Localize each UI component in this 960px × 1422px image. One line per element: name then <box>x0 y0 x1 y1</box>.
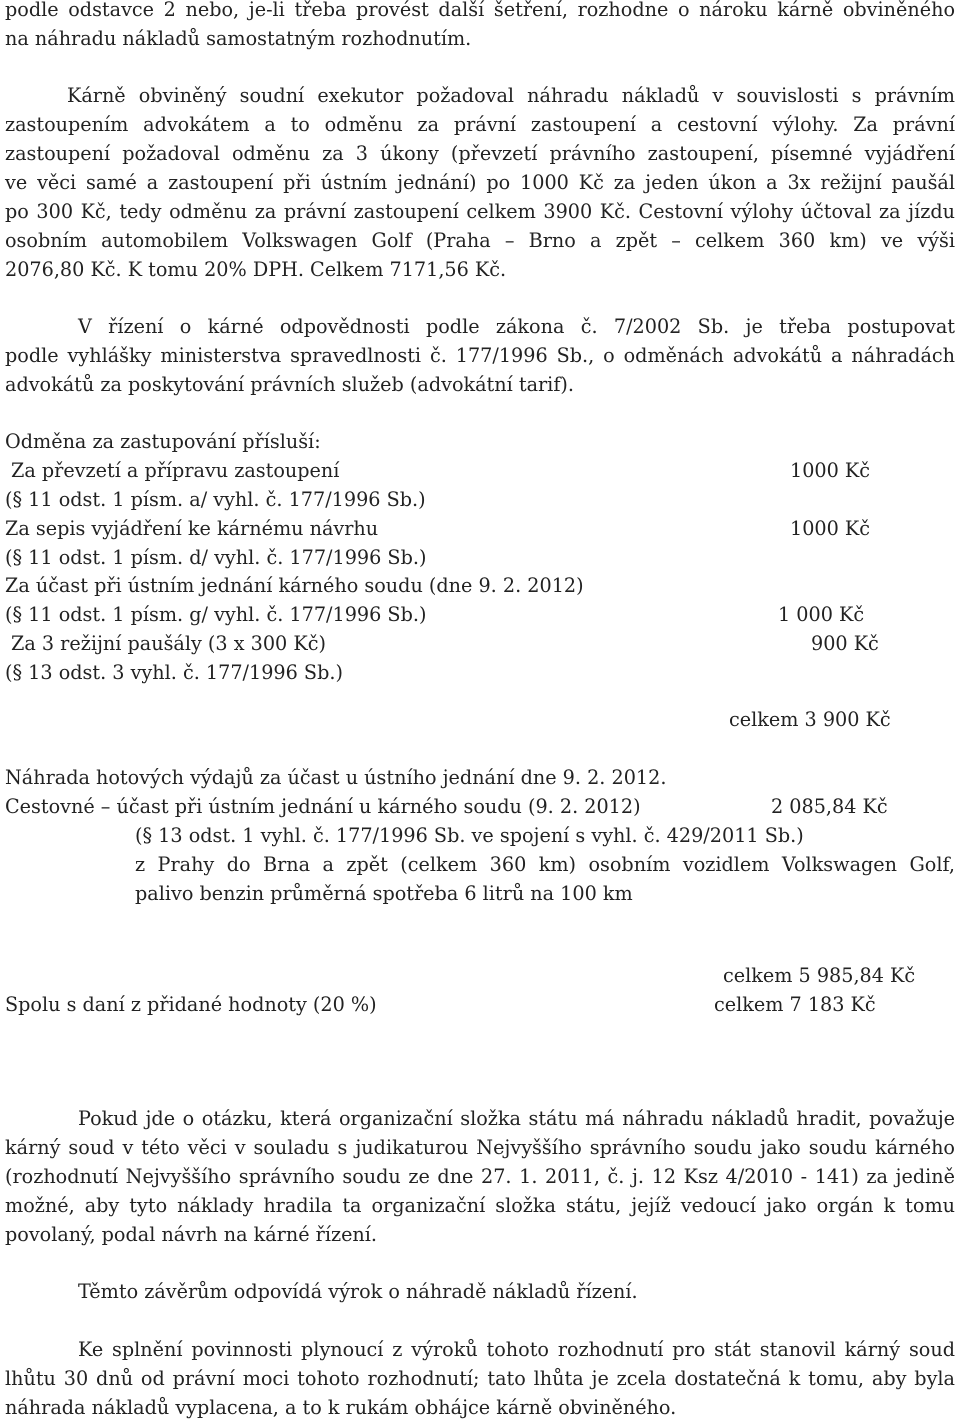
para2-line: osobním automobilem Volkswagen Golf (Praha – Brno a zpět – celkem 360 km) ve výši <box>5 229 955 252</box>
vat-total: celkem 7 183 Kč <box>714 993 876 1016</box>
para2-line: po 300 Kč, tedy odměnu za právní zastoupení celkem 3900 Kč. Cestovní výlohy účtoval za jízdu <box>5 200 955 223</box>
para4-line: možné, aby tyto náklady hradila ta organizační složka státu, jejíž vedoucí jako orgán k tomu <box>5 1194 955 1217</box>
para1-line: na náhradu nákladů samostatným rozhodnutím. <box>5 27 472 50</box>
fee-label: (§ 11 odst. 1 písm. d/ vyhl. č. 177/1996 Sb.) <box>5 546 427 569</box>
fee-label: Za sepis vyjádření ke kárnému návrhu <box>5 517 379 540</box>
fee-label: Za 3 režijní paušály (3 x 300 Kč) <box>11 632 326 655</box>
fee-label: Za převzetí a přípravu zastoupení <box>11 459 340 482</box>
fee-label: (§ 11 odst. 1 písm. g/ vyhl. č. 177/1996 Sb.) <box>5 603 427 626</box>
para3-line: V řízení o kárné odpovědnosti podle zákona č. 7/2002 Sb. je třeba postupovat <box>78 315 955 338</box>
para3-line: podle vyhlášky ministerstva spravedlnosti č. 177/1996 Sb., o odměnách advokátů a náhradách <box>5 344 955 367</box>
para1-line: podle odstavce 2 nebo, je-li třeba provést další šetření, rozhodne o nároku kárně obviněného <box>5 0 955 21</box>
fee-amount: 1 000 Kč <box>778 603 865 626</box>
travel-amount: 2 085,84 Kč <box>771 795 888 818</box>
travel-label: Cestovné – účast při ústním jednání u kárného soudu (9. 2. 2012) <box>5 795 641 818</box>
fees-total: celkem 3 900 Kč <box>729 708 891 731</box>
para4-line: povolaný, podal návrh na kárné řízení. <box>5 1223 378 1246</box>
para2-line: ve věci samé a zastoupení při ústním jednání) po 1000 Kč za jeden úkon a 3x režijní paušál <box>5 171 955 194</box>
para2-line: Kárně obviněný soudní exekutor požadoval náhradu nákladů v souvislosti s právním <box>67 84 955 107</box>
fees-heading: Odměna za zastupování přísluší: <box>5 430 321 453</box>
para6-line: Ke splnění povinnosti plynoucí z výroků tohoto rozhodnutí pro stát stanovil kárný soud <box>78 1338 955 1361</box>
para2-line: 2076,80 Kč. K tomu 20% DPH. Celkem 7171,56 Kč. <box>5 258 507 281</box>
fee-amount: 1000 Kč <box>790 459 871 482</box>
para6-line: náhrada nákladů vyplacena, a to k rukám obhájce kárně obviněného. <box>5 1396 677 1419</box>
fee-label: (§ 13 odst. 3 vyhl. č. 177/1996 Sb.) <box>5 661 343 684</box>
fee-amount: 1000 Kč <box>790 517 871 540</box>
expenses-line: z Prahy do Brna a zpět (celkem 360 km) osobním vozidlem Volkswagen Golf, <box>135 853 955 876</box>
para4-line: kárný soud v této věci v souladu s judikaturou Nejvyššího správního soudu jako soudu kárného <box>5 1136 955 1159</box>
fee-amount: 900 Kč <box>811 632 879 655</box>
para4-line: Pokud jde o otázku, která organizační složka státu má náhradu nákladů hradit, považuje <box>78 1107 955 1130</box>
para2-line: zastoupením advokátem a to odměnu za právní zastoupení a cestovní výlohy. Za právní <box>5 113 955 136</box>
para3-line: advokátů za poskytování právních služeb (advokátní tarif). <box>5 373 575 396</box>
fee-label: (§ 11 odst. 1 písm. a/ vyhl. č. 177/1996 Sb.) <box>5 488 426 511</box>
expenses-total: celkem 5 985,84 Kč <box>723 964 916 987</box>
para2-line: zastoupení požadoval odměnu za 3 úkony (převzetí právního zastoupení, písemné vyjádření <box>5 142 955 165</box>
expenses-line: (§ 13 odst. 1 vyhl. č. 177/1996 Sb. ve spojení s vyhl. č. 429/2011 Sb.) <box>135 824 804 847</box>
para5-line: Těmto závěrům odpovídá výrok o náhradě nákladů řízení. <box>78 1280 638 1303</box>
expenses-line: palivo benzin průměrná spotřeba 6 litrů na 100 km <box>135 882 633 905</box>
vat-label: Spolu s daní z přidané hodnoty (20 %) <box>5 993 377 1016</box>
para4-line: (rozhodnutí Nejvyššího správního soudu ze dne 27. 1. 2011, č. j. 12 Ksz 4/2010 - 141) za jedině <box>5 1165 955 1188</box>
expenses-heading: Náhrada hotových výdajů za účast u ústního jednání dne 9. 2. 2012. <box>5 766 667 789</box>
fee-label: Za účast při ústním jednání kárného soudu (dne 9. 2. 2012) <box>5 574 584 597</box>
para6-line: lhůtu 30 dnů od právní moci tohoto rozhodnutí; tato lhůta je zcela dostatečná k tomu, aby byla <box>5 1367 955 1390</box>
